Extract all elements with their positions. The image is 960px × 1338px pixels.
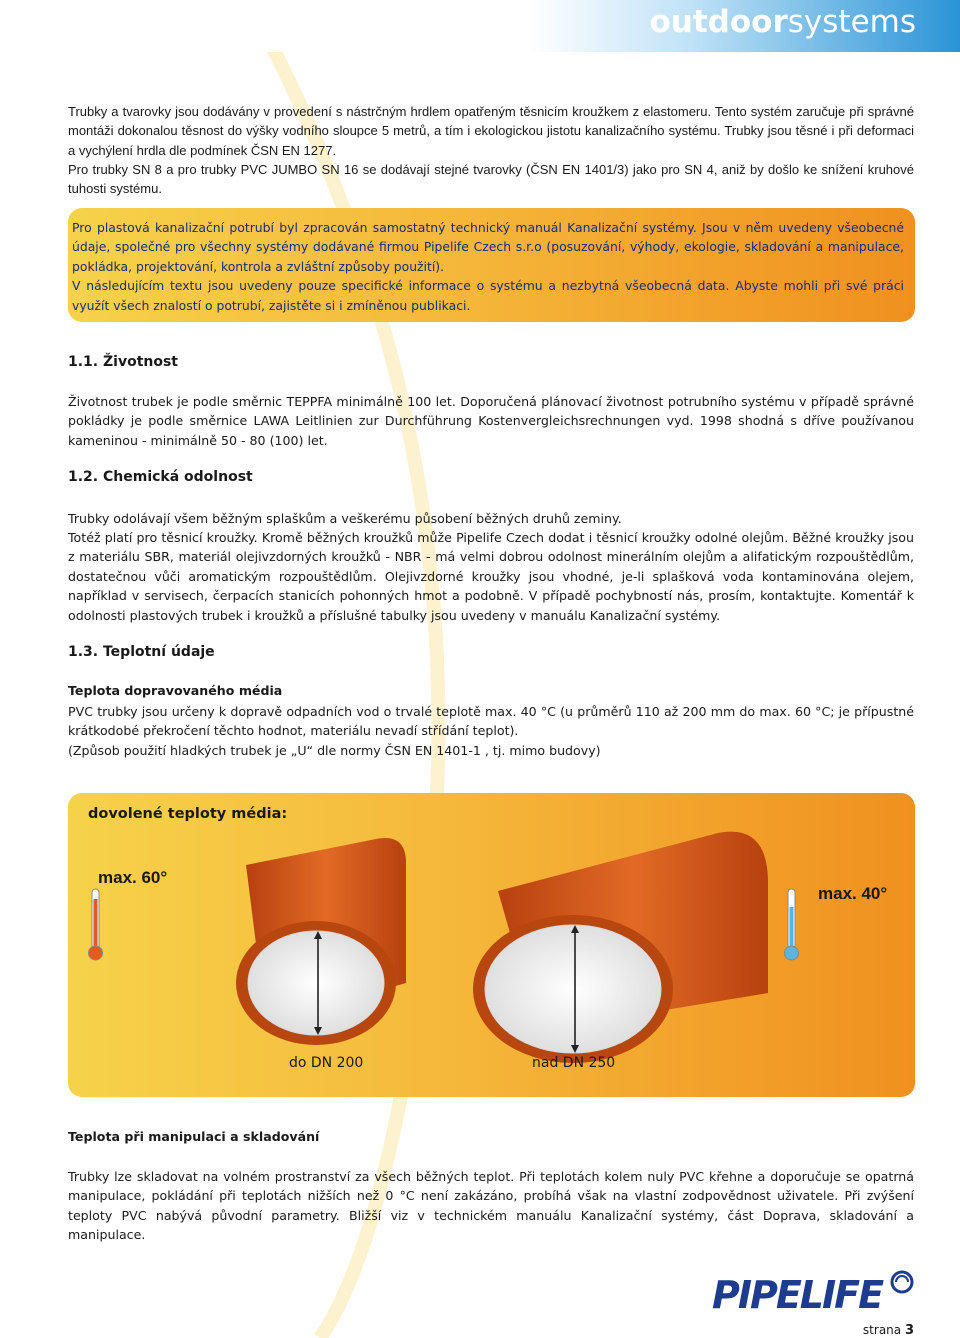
pipes-illustration (68, 793, 915, 1097)
pipe-large (473, 832, 768, 1063)
pipelife-logo (712, 1268, 916, 1316)
figure-title: dovolené teploty média: (88, 806, 288, 822)
note-box-text (72, 218, 904, 315)
subhead-medium-temp: Teplota dopravovaného média (68, 683, 283, 698)
text-medium-temp-usage: (Způsob použití hladkých trubek je „U“ dle normy ČSN EN 1401-1 , tj. mimo budovy) (68, 743, 601, 758)
dn-label-right: nad DN 250 (532, 1055, 616, 1071)
brand-title: outdoorsystems (649, 4, 916, 40)
pipe-small (236, 838, 406, 1045)
intro-paragraph-1: Trubky a tvarovky jsou dodávány v provedení s nástrčným hrdlem opatřeným těsnicím kroužkem z elastomeru. Tento systém zaručuje při správné montáži dokonalou těsnost do výšky vodního sloupce 5 metrů, a tím i ekologickou jistotu kanalizačního systému. Trubky jsou těsné i při deformaci a vychýlení hrdla dle podmínek ČSN EN 1277. (68, 104, 914, 158)
intro-paragraph-2: Pro trubky SN 8 a pro trubky PVC JUMBO SN 16 se dodávají stejné tvarovky (ČSN EN 1401/3) jako pro SN 4, aniž by došlo ke snížení kruhové tuhosti systému. (68, 162, 914, 197)
section-text-lifetime: Životnost trubek je podle směrnic TEPPFA minimálně 100 let. Doporučená plánovací životnost potrubního systému v případě správné pokládky je podle směrnice LAWA Leitlinien zur Durchführung Kostenvergleichsrechnungen vyd. 1998 shodná s dříve používanou kameninou - minimálně 50 - 80 (100) let. (68, 394, 914, 448)
dn-label-left: do DN 200 (289, 1055, 364, 1071)
note-paragraph-2: V následujícím textu jsou uvedeny pouze specifické informace o systému a nezbytná všeobecná data. Abyste mohli při své práci využít všech znalostí o potrubí, zajistěte si i zmíněnou publikaci. (72, 278, 904, 313)
section-text-chemical-2: Totéž platí pro těsnicí kroužky. Kromě běžných kroužků může Pipelife Czech dodat i těsnicí kroužky odolné olejům. Běžné kroužky jsou z materiálu SBR, materiál olejivzdorných kroužků - NBR - má velmi dobrou odolnost minerálním olejům a alifatickým rozpouštědlům, dostatečnou vůči aromatickým rozpouštědlům. Olejivzdorné kroužky jsou vhodné, je-li splašková voda kontaminována olejem, například v servisech, čerpacích stanicích pohonných hmot a podobně. V případě pochybností nás, prosím, kontaktujte. Komentář k odolnosti plastových trubek i kroužků a příslušné tabulky jsou uvedeny v manuálu Kanalizační systémy. (68, 530, 914, 623)
thermometer-left-icon (89, 889, 103, 960)
section-title-chemical: 1.2. Chemická odolnost (68, 469, 253, 485)
subhead-storage-temp: Teplota při manipulaci a skladování (68, 1129, 320, 1144)
text-medium-temp: PVC trubky jsou určeny k dopravě odpadních vod o trvalé teplotě max. 40 °C (u průměrů 110 až 200 mm do max. 60 °C; je přípustné krátkodobé překročení těchto hodnot, materiálu nevadí střídání teplot). (68, 704, 914, 739)
max-temp-left: max. 60° (98, 868, 168, 887)
thermometer-right-icon (785, 889, 799, 960)
section-title-lifetime: 1.1. Životnost (68, 354, 178, 370)
section-text-chemical-1: Trubky odolávají všem běžným splaškům a veškerému působení běžných druhů zeminy. (68, 511, 622, 526)
page-number: strana 3 (862, 1323, 914, 1338)
svg-text:PIPELIFE: PIPELIFE (712, 1273, 883, 1316)
header-bar (0, 0, 960, 52)
note-paragraph-1: Pro plastová kanalizační potrubí byl zpracován samostatný technický manuál Kanalizační systémy. Jsou v něm uvedeny všeobecné údaje, společné pro všechny systémy dodávané firmou Pipelife Czech s.r.o (posuzování, výhody, ekologie, skladování a manipulace, pokládka, projektování, kontrola a zvláštní způsoby použití). (72, 220, 904, 274)
max-temp-right: max. 40° (818, 884, 888, 903)
text-storage-temp: Trubky lze skladovat na volném prostranství za všech běžných teplot. Při teplotách kolem nuly PVC křehne a doporučuje se opatrná manipulace, pokládání při teplotách nižších než 0 °C není zakázáno, probíhá však na vlastní zodpovědnost uživatele. Při zvýšení teploty PVC nabývá původní parametry. Bližší viz v technickém manuálu Kanalizační systémy, část Doprava, skladování a manipulace. (68, 1169, 914, 1243)
section-title-temperature: 1.3. Teplotní údaje (68, 644, 215, 660)
